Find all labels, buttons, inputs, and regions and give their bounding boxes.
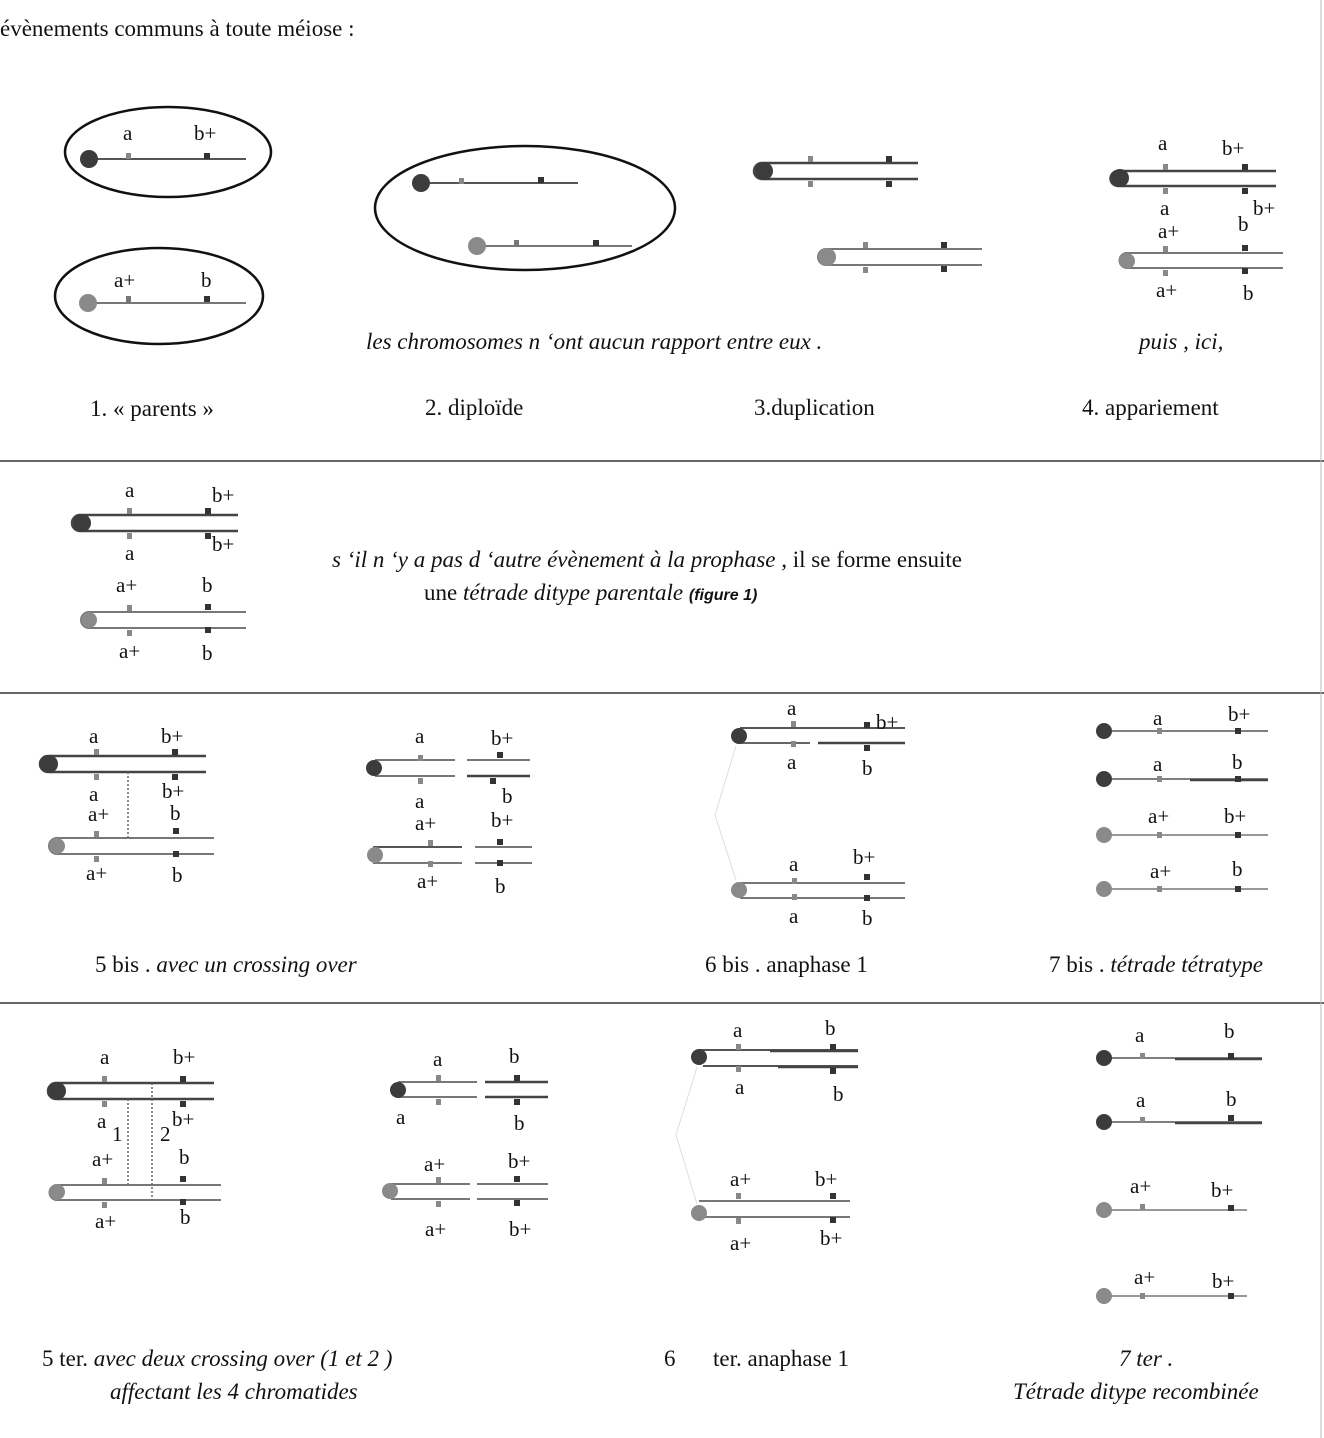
allele-label: b+: [491, 726, 514, 750]
allele-label: b+: [161, 724, 184, 748]
allele-label: a+: [119, 639, 141, 663]
page-header: évènements communs à toute méiose :: [0, 16, 355, 41]
allele-label: 2: [160, 1122, 171, 1146]
allele-label: b+: [1253, 196, 1276, 220]
allele-label: b: [862, 756, 873, 780]
caption-6bis: 6 bis . anaphase 1: [705, 952, 868, 977]
caption-7bis: [1049, 953, 1263, 976]
allele-label: b+: [1222, 136, 1245, 160]
tetrad-parental-ditype: [72, 478, 246, 665]
caption-6ter-num: 6: [664, 1346, 676, 1371]
allele-label: a: [100, 1045, 110, 1069]
paired-chromosomes: [1111, 131, 1283, 305]
parent-chromosome-aplus-b: [55, 248, 263, 344]
allele-label: b: [502, 784, 513, 808]
allele-label: b+: [194, 121, 217, 145]
allele-label: a: [789, 852, 799, 876]
allele-label: b+: [1212, 1269, 1235, 1293]
allele-label: a+: [425, 1217, 447, 1241]
allele-label: b+: [212, 483, 235, 507]
caption-7ter-line1: 7 ter .: [1119, 1346, 1174, 1371]
allele-label: a+: [95, 1209, 117, 1233]
allele-label: b+: [172, 1107, 195, 1131]
tetrad-tetratype: [1096, 702, 1268, 897]
anaphase-single-crossover: [715, 696, 905, 930]
allele-label: b+: [853, 845, 876, 869]
prophase-text-line1: [332, 548, 962, 571]
recombined-chromatids-single: [366, 724, 532, 898]
allele-label: 1: [112, 1122, 123, 1146]
prophase-une: une: [424, 580, 463, 605]
allele-label: a+: [116, 573, 138, 597]
allele-label: a: [125, 541, 135, 565]
allele-label: b: [825, 1016, 836, 1040]
allele-label: b: [170, 801, 181, 825]
allele-label: b: [1232, 857, 1243, 881]
tetrad-recombined-ditype: [1096, 1019, 1262, 1304]
allele-label: a: [123, 121, 133, 145]
caption-5ter-text: avec deux crossing over (1 et 2 ): [93, 1346, 393, 1371]
allele-label: a: [97, 1109, 107, 1133]
allele-label: b+: [1228, 702, 1251, 726]
allele-label: a: [787, 696, 797, 720]
allele-label: b: [179, 1145, 190, 1169]
allele-label: a: [1135, 1023, 1145, 1047]
allele-label: a: [89, 782, 99, 806]
caption-5bis-text: avec un crossing over: [156, 952, 357, 977]
caption-5bis-num: 5 bis .: [95, 952, 157, 977]
allele-label: b: [833, 1082, 844, 1106]
caption-7bis-text: tétrade tétratype: [1110, 952, 1263, 977]
allele-label: a+: [1134, 1265, 1156, 1289]
caption-6ter-text: ter. anaphase 1: [713, 1346, 850, 1371]
caption-7ter-line2: Tétrade ditype recombinée: [1013, 1379, 1259, 1404]
anaphase-double-crossover: [676, 1016, 858, 1255]
allele-label: b: [862, 906, 873, 930]
allele-label: b: [172, 863, 183, 887]
allele-label: a+: [1130, 1174, 1152, 1198]
allele-label: a+: [424, 1152, 446, 1176]
diploid-cell: [375, 146, 675, 270]
allele-label: a: [1153, 706, 1163, 730]
figure-reference: (figure 1): [688, 587, 758, 604]
allele-label: a+: [730, 1231, 752, 1255]
duplicated-chromosome-light: [818, 242, 982, 273]
allele-label: a: [1158, 131, 1168, 155]
crossing-over-single: [40, 724, 214, 887]
note-then-here: puis , ici,: [1139, 329, 1224, 354]
allele-label: b: [1226, 1087, 1237, 1111]
allele-label: a: [733, 1018, 743, 1042]
allele-label: b: [202, 573, 213, 597]
allele-label: a+: [417, 869, 439, 893]
step-2-label: 2. diploïde: [425, 395, 524, 420]
crossing-over-double: [48, 1045, 221, 1233]
allele-label: b+: [509, 1217, 532, 1241]
allele-label: b+: [508, 1149, 531, 1173]
allele-label: b+: [173, 1045, 196, 1069]
caption-5bis: [95, 953, 357, 976]
allele-label: b+: [1224, 804, 1247, 828]
allele-label: a: [415, 789, 425, 813]
allele-label: b+: [212, 532, 235, 556]
allele-label: a: [125, 478, 135, 502]
caption-5ter-line2: affectant les 4 chromatides: [110, 1379, 358, 1404]
allele-label: a: [735, 1075, 745, 1099]
allele-label: a+: [1158, 219, 1180, 243]
allele-label: b: [509, 1044, 520, 1068]
allele-label: a+: [1150, 859, 1172, 883]
duplicated-chromosome-dark: [754, 156, 918, 187]
allele-label: b+: [815, 1167, 838, 1191]
allele-label: a+: [415, 811, 437, 835]
allele-label: a+: [1148, 804, 1170, 828]
allele-label: a+: [730, 1167, 752, 1191]
allele-label: a: [1153, 752, 1163, 776]
allele-label: b: [180, 1205, 191, 1229]
allele-label: a+: [86, 861, 108, 885]
parent-chromosome-a-bplus: [65, 107, 271, 197]
allele-label: b: [201, 268, 212, 292]
allele-label: a+: [88, 802, 110, 826]
allele-label: a: [433, 1047, 443, 1071]
allele-label: b+: [162, 779, 185, 803]
caption-5ter-line1: [42, 1347, 392, 1370]
allele-label: b+: [491, 808, 514, 832]
allele-label: b: [495, 874, 506, 898]
prophase-condition: s ‘il n ‘y a pas d ‘autre évènement à la prophase ,: [332, 547, 788, 572]
note-no-relation: les chromosomes n ‘ont aucun rapport entre eux .: [366, 329, 823, 354]
step-3-label: 3.duplication: [754, 395, 875, 420]
allele-label: a: [787, 750, 797, 774]
allele-label: b+: [876, 710, 899, 734]
allele-label: b+: [820, 1226, 843, 1250]
allele-label: b: [1232, 750, 1243, 774]
allele-label: a+: [92, 1147, 114, 1171]
allele-label: a: [89, 724, 99, 748]
allele-label: b: [514, 1111, 525, 1135]
allele-label: a: [415, 724, 425, 748]
step-4-label: 4. appariement: [1082, 395, 1219, 420]
step-1-label: 1. « parents »: [90, 396, 214, 421]
allele-label: a+: [114, 268, 136, 292]
allele-label: b: [1238, 212, 1249, 236]
prophase-tetrad-term: tétrade ditype parentale: [462, 580, 684, 605]
recombined-chromatids-double: [382, 1044, 548, 1241]
prophase-text-line2: [424, 581, 757, 604]
allele-label: a+: [1156, 278, 1178, 302]
allele-label: a: [1136, 1088, 1146, 1112]
allele-label: a: [1160, 196, 1170, 220]
allele-label: b: [1243, 281, 1254, 305]
allele-label: b+: [1211, 1178, 1234, 1202]
prophase-result: il se forme ensuite: [787, 547, 963, 572]
caption-7bis-num: 7 bis .: [1049, 952, 1111, 977]
allele-label: a: [789, 904, 799, 928]
allele-label: b: [202, 641, 213, 665]
allele-label: a: [396, 1105, 406, 1129]
caption-5ter-num: 5 ter.: [42, 1346, 94, 1371]
allele-label: b: [1224, 1019, 1235, 1043]
